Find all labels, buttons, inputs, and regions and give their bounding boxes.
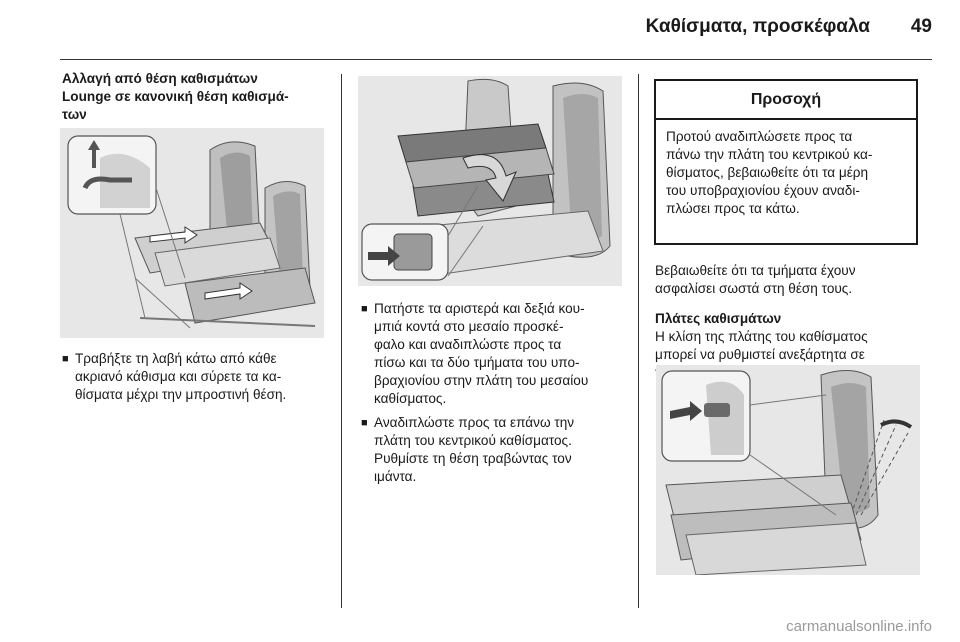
column-1-instructions bbox=[62, 350, 328, 404]
bullet-marker: ■ bbox=[361, 303, 368, 315]
column-2-instructions bbox=[361, 300, 631, 486]
bullet-marker: ■ bbox=[361, 417, 368, 429]
column-divider-2 bbox=[638, 74, 639, 608]
instruction-item bbox=[62, 350, 328, 404]
seatback-recline-illustration bbox=[656, 365, 920, 575]
warning-box bbox=[654, 79, 918, 245]
seatback-description: Η κλίση της πλάτης του καθίσματος μπορεί να ρυθμιστεί ανεξάρτητα σε bbox=[655, 329, 868, 362]
instruction-text: Τραβήξτε τη λαβή κάτω από κάθε ακριανό κάθισμα και σύρετε τα κα- θίσματα μέχρι την μπροστινή θέση. bbox=[75, 351, 287, 402]
instruction-item bbox=[361, 414, 631, 486]
seat-slide-illustration bbox=[60, 128, 324, 338]
bullet-marker: ■ bbox=[62, 353, 69, 365]
instruction-item bbox=[361, 300, 631, 408]
column-3-text bbox=[655, 262, 925, 382]
instruction-text: Αναδιπλώστε προς τα επάνω την πλάτη του κεντρικού καθίσματος. Ρυθμίστε τη θέση τραβώντας τον ιμάντα. bbox=[374, 415, 575, 484]
armrest-fold-illustration bbox=[358, 76, 622, 286]
figure-armrest-fold bbox=[358, 76, 622, 286]
section-heading-lounge: Αλλαγή από θέση καθισμάτων Lounge σε κανονική θέση καθισμά- των bbox=[62, 71, 289, 122]
page-number: 49 bbox=[910, 16, 932, 37]
header-divider bbox=[60, 59, 932, 60]
instruction-text: Πατήστε τα αριστερά και δεξιά κου- μπιά κοντά στο μεσαίο προσκέ- φαλο και αναδιπλώστε προς τα πίσω και τα δύο τμήματα του υπο- βραχιονίου στην πλάτη του μεσαίου καθίσματος. bbox=[374, 301, 589, 406]
warning-title: Προσοχή bbox=[656, 81, 916, 120]
section-heading-seatbacks: Πλάτες καθισμάτων bbox=[655, 311, 782, 326]
figure-seatback-recline bbox=[656, 365, 920, 575]
watermark: carmanualsonline.info bbox=[786, 618, 932, 635]
column-1 bbox=[62, 70, 328, 124]
figure-seat-slide bbox=[60, 128, 324, 338]
column-divider-1 bbox=[341, 74, 342, 608]
locking-note: Βεβαιωθείτε ότι τα τμήματα έχουν ασφαλίσει σωστά στη θέση τους. bbox=[655, 263, 856, 296]
warning-text: Προτού αναδιπλώσετε προς τα πάνω την πλάτη του κεντρικού κα- θίσματος, βεβαιωθείτε ότι τα μέρη του υποβραχιονίου έχουν αναδι- πλώσει προς τα κάτω. bbox=[666, 129, 873, 216]
page-title: Καθίσματα, προσκέφαλα bbox=[645, 16, 870, 37]
